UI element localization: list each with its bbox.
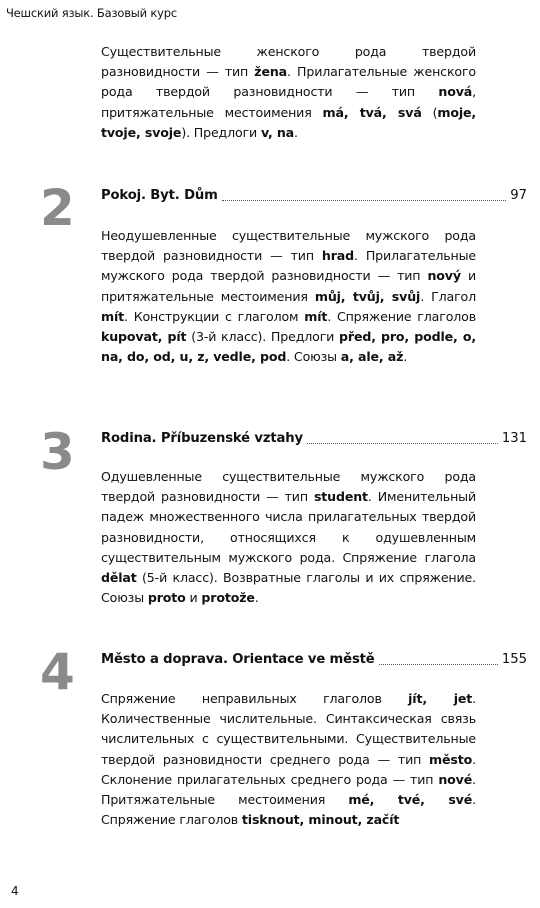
chapter-description: Спряжение неправильных глаголов jít, jet. Количественные числительные. Синтаксическая связь числительных с существительными. Существительные твердой разновидности среднего рода — тип město. Склонение прилагательных среднего рода — тип nové. Притяжательные местоимения mé, tvé, své. Спряжение глаголов tisknout, minout, začít bbox=[101, 691, 476, 828]
dot-leader bbox=[379, 663, 498, 665]
chapter-description: Неодушевленные существительные мужского рода твердой разновидности — тип hrad. Прилагательные мужского рода твердой разновидности — тип nový и притяжательные местоимения můj, tvůj, svůj. Глагол mít. Конструкции с глаголом mít. Спряжение глаголов kupovat, pít (3-й класс). Предлоги před, pro, podle, o, na, do, od, u, z, vedle, pod. Союзы a, ale, až. bbox=[101, 228, 477, 365]
chapter-page-number: 155 bbox=[501, 652, 527, 667]
chapter-title: Rodina. Příbuzenské vztahy bbox=[101, 431, 303, 446]
chapter-page-number: 131 bbox=[501, 431, 527, 446]
chapter-description: Одушевленные существительные мужского рода твердой разновидности — тип student. Именительный падеж множественного числа прилагательных твердой разновидности, относящихся к одушевленным существительным мужского рода. Спряжение глагола dělat (5-й класс). Возвратные глаголы и их спряжение. Союзы proto и protože. bbox=[101, 469, 476, 606]
toc-entry[interactable] bbox=[101, 651, 527, 669]
dot-leader bbox=[307, 442, 498, 444]
chapter-page-number: 97 bbox=[510, 188, 527, 203]
toc-entry[interactable] bbox=[101, 187, 527, 205]
running-head: Чешский язык. Базовый курс bbox=[6, 6, 177, 20]
chapter-title: Město a doprava. Orientace ve městě bbox=[101, 652, 375, 667]
chapter-number: 3 bbox=[40, 423, 75, 481]
page-number: 4 bbox=[11, 884, 19, 898]
chapter-title: Pokoj. Byt. Dům bbox=[101, 188, 218, 203]
chapter-number: 4 bbox=[40, 643, 75, 701]
dot-leader bbox=[222, 199, 507, 201]
intro-paragraph: Существительные женского рода твердой разновидности — тип žena. Прилагательные женского рода твердой разновидности — тип nová, притяжательные местоимения má, tvá, svá (moje, tvoje, svoje). Предлоги v, na. bbox=[101, 44, 477, 140]
chapter-number: 2 bbox=[40, 179, 75, 237]
toc-entry[interactable] bbox=[101, 430, 527, 448]
